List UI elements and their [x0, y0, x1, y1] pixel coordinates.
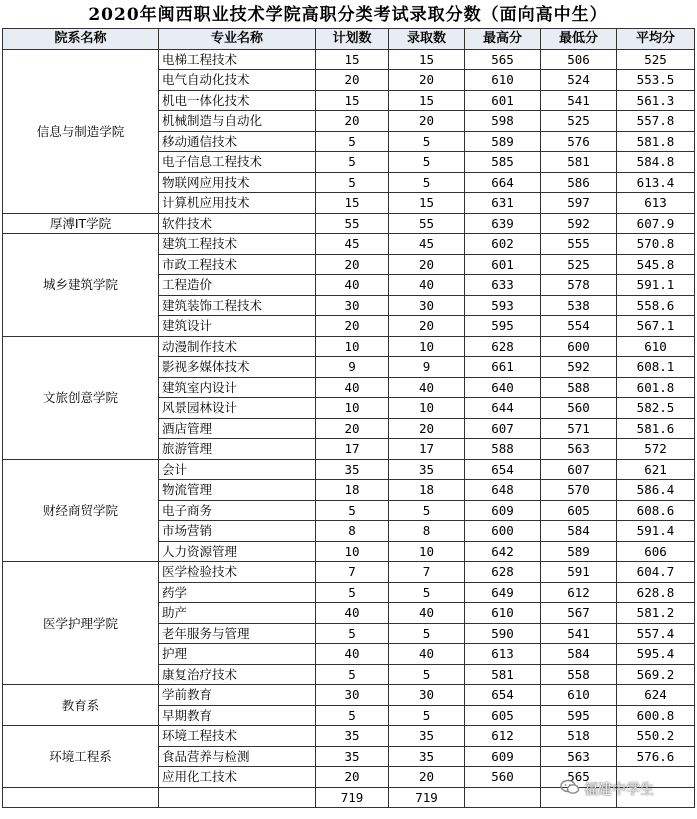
department-cell: 厚溥IT学院 — [3, 213, 159, 234]
major-cell: 药学 — [159, 582, 316, 603]
page-title: 2020年闽西职业技术学院高职分类考试录取分数（面向高中生） — [88, 5, 608, 25]
avg-cell: 624 — [617, 685, 695, 706]
max-cell: 640 — [465, 377, 541, 398]
max-cell: 560 — [465, 767, 541, 788]
admitted-cell: 20 — [389, 70, 465, 91]
admitted-cell: 20 — [389, 316, 465, 337]
major-cell: 电子商务 — [159, 500, 316, 521]
avg-cell: 582.5 — [617, 398, 695, 419]
plan-cell: 5 — [316, 500, 389, 521]
major-cell: 市场营销 — [159, 521, 316, 542]
plan-cell: 40 — [316, 644, 389, 665]
min-cell: 588 — [541, 377, 617, 398]
major-cell: 电梯工程技术 — [159, 49, 316, 70]
min-cell: 554 — [541, 316, 617, 337]
admitted-cell: 15 — [389, 90, 465, 111]
min-cell: 563 — [541, 746, 617, 767]
major-cell: 动漫制作技术 — [159, 336, 316, 357]
plan-cell: 5 — [316, 664, 389, 685]
department-cell: 财经商贸学院 — [3, 459, 159, 562]
max-cell: 602 — [465, 234, 541, 255]
avg-cell: 608.1 — [617, 357, 695, 378]
col-header-max-score: 最高分 — [465, 29, 541, 50]
max-cell: 601 — [465, 254, 541, 275]
major-cell: 食品营养与检测 — [159, 746, 316, 767]
min-cell: 591 — [541, 562, 617, 583]
avg-cell: 600.8 — [617, 705, 695, 726]
min-cell: 571 — [541, 418, 617, 439]
department-cell: 城乡建筑学院 — [3, 234, 159, 337]
major-cell: 人力资源管理 — [159, 541, 316, 562]
avg-cell: 595.4 — [617, 644, 695, 665]
min-cell: 541 — [541, 90, 617, 111]
max-cell: 633 — [465, 275, 541, 296]
max-cell: 589 — [465, 131, 541, 152]
min-cell: 605 — [541, 500, 617, 521]
plan-cell: 40 — [316, 377, 389, 398]
min-cell: 518 — [541, 726, 617, 747]
min-cell: 565 — [541, 767, 617, 788]
max-cell: 612 — [465, 726, 541, 747]
max-cell: 598 — [465, 111, 541, 132]
major-cell: 电子信息工程技术 — [159, 152, 316, 173]
major-cell: 移动通信技术 — [159, 131, 316, 152]
major-cell: 护理 — [159, 644, 316, 665]
min-cell: 612 — [541, 582, 617, 603]
max-cell: 590 — [465, 623, 541, 644]
min-cell: 541 — [541, 623, 617, 644]
department-cell: 教育系 — [3, 685, 159, 726]
avg-cell: 584.8 — [617, 152, 695, 173]
min-cell: 600 — [541, 336, 617, 357]
plan-cell: 20 — [316, 316, 389, 337]
department-cell: 信息与制造学院 — [3, 49, 159, 213]
avg-cell: 525 — [617, 49, 695, 70]
header-row — [3, 29, 695, 50]
min-cell: 567 — [541, 603, 617, 624]
plan-cell: 20 — [316, 111, 389, 132]
admitted-cell: 55 — [389, 213, 465, 234]
max-cell: 565 — [465, 49, 541, 70]
max-cell: 610 — [465, 70, 541, 91]
min-cell: 607 — [541, 459, 617, 480]
min-cell: 563 — [541, 439, 617, 460]
department-cell: 文旅创意学院 — [3, 336, 159, 459]
max-cell: 588 — [465, 439, 541, 460]
plan-cell: 5 — [316, 582, 389, 603]
admitted-cell: 30 — [389, 685, 465, 706]
major-cell: 物流管理 — [159, 480, 316, 501]
avg-cell: 567.1 — [617, 316, 695, 337]
major-cell: 会计 — [159, 459, 316, 480]
totals-label — [3, 787, 159, 808]
admitted-cell: 17 — [389, 439, 465, 460]
admitted-cell: 5 — [389, 623, 465, 644]
admitted-cell: 15 — [389, 193, 465, 214]
totals-major — [159, 787, 316, 808]
min-cell: 558 — [541, 664, 617, 685]
max-cell: 609 — [465, 746, 541, 767]
watermark-text: 福建中学生 — [584, 782, 654, 798]
plan-cell: 15 — [316, 90, 389, 111]
min-cell: 525 — [541, 111, 617, 132]
avg-cell: 581.8 — [617, 131, 695, 152]
max-cell: 654 — [465, 685, 541, 706]
plan-cell: 35 — [316, 459, 389, 480]
avg-cell: 607.9 — [617, 213, 695, 234]
admitted-cell: 5 — [389, 500, 465, 521]
admitted-cell: 15 — [389, 49, 465, 70]
major-cell: 建筑设计 — [159, 316, 316, 337]
max-cell: 610 — [465, 603, 541, 624]
avg-cell: 604.7 — [617, 562, 695, 583]
major-cell: 市政工程技术 — [159, 254, 316, 275]
admitted-cell: 9 — [389, 357, 465, 378]
plan-cell: 30 — [316, 295, 389, 316]
avg-cell: 606 — [617, 541, 695, 562]
min-cell: 578 — [541, 275, 617, 296]
admitted-cell: 10 — [389, 541, 465, 562]
max-cell: 609 — [465, 500, 541, 521]
major-cell: 风景园林设计 — [159, 398, 316, 419]
admitted-cell: 5 — [389, 131, 465, 152]
max-cell: 654 — [465, 459, 541, 480]
max-cell: 593 — [465, 295, 541, 316]
table-row — [3, 685, 695, 706]
major-cell: 康复治疗技术 — [159, 664, 316, 685]
plan-cell: 7 — [316, 562, 389, 583]
min-cell: 589 — [541, 541, 617, 562]
major-cell: 老年服务与管理 — [159, 623, 316, 644]
plan-cell: 35 — [316, 726, 389, 747]
admitted-cell: 5 — [389, 664, 465, 685]
min-cell: 610 — [541, 685, 617, 706]
plan-cell: 8 — [316, 521, 389, 542]
col-header-major: 专业名称 — [159, 29, 316, 50]
col-header-admitted: 录取数 — [389, 29, 465, 50]
max-cell: 664 — [465, 172, 541, 193]
admitted-cell: 5 — [389, 172, 465, 193]
admitted-cell: 30 — [389, 295, 465, 316]
major-cell: 机电一体化技术 — [159, 90, 316, 111]
avg-cell: 591.1 — [617, 275, 695, 296]
major-cell: 影视多媒体技术 — [159, 357, 316, 378]
min-cell: 592 — [541, 213, 617, 234]
plan-cell: 10 — [316, 398, 389, 419]
admitted-cell: 10 — [389, 398, 465, 419]
wechat-icon — [560, 779, 580, 799]
table-row — [3, 213, 695, 234]
plan-cell: 20 — [316, 767, 389, 788]
min-cell: 592 — [541, 357, 617, 378]
col-header-plan: 计划数 — [316, 29, 389, 50]
max-cell: 631 — [465, 193, 541, 214]
department-cell: 医学护理学院 — [3, 562, 159, 685]
plan-cell: 55 — [316, 213, 389, 234]
major-cell: 学前教育 — [159, 685, 316, 706]
admitted-cell: 45 — [389, 234, 465, 255]
admitted-cell: 8 — [389, 521, 465, 542]
plan-cell: 18 — [316, 480, 389, 501]
max-cell: 607 — [465, 418, 541, 439]
plan-cell: 40 — [316, 275, 389, 296]
avg-cell: 581.6 — [617, 418, 695, 439]
admitted-cell: 40 — [389, 275, 465, 296]
avg-cell: 545.8 — [617, 254, 695, 275]
plan-cell: 20 — [316, 418, 389, 439]
plan-cell: 5 — [316, 705, 389, 726]
major-cell: 建筑装饰工程技术 — [159, 295, 316, 316]
score-table — [2, 28, 695, 808]
totals-plan: 719 — [316, 787, 389, 808]
min-cell: 595 — [541, 705, 617, 726]
min-cell: 597 — [541, 193, 617, 214]
admitted-cell: 35 — [389, 726, 465, 747]
admitted-cell: 5 — [389, 582, 465, 603]
avg-cell: 557.8 — [617, 111, 695, 132]
max-cell: 585 — [465, 152, 541, 173]
max-cell: 649 — [465, 582, 541, 603]
department-cell: 环境工程系 — [3, 726, 159, 788]
plan-cell: 20 — [316, 254, 389, 275]
plan-cell: 5 — [316, 172, 389, 193]
max-cell: 642 — [465, 541, 541, 562]
major-cell: 旅游管理 — [159, 439, 316, 460]
max-cell: 628 — [465, 562, 541, 583]
min-cell: 576 — [541, 131, 617, 152]
avg-cell: 561.3 — [617, 90, 695, 111]
avg-cell: 591.4 — [617, 521, 695, 542]
min-cell: 538 — [541, 295, 617, 316]
admitted-cell: 20 — [389, 254, 465, 275]
admitted-cell: 18 — [389, 480, 465, 501]
min-cell: 584 — [541, 521, 617, 542]
min-cell: 525 — [541, 254, 617, 275]
max-cell: 581 — [465, 664, 541, 685]
avg-cell: 613 — [617, 193, 695, 214]
watermark — [560, 778, 694, 800]
plan-cell: 9 — [316, 357, 389, 378]
admitted-cell: 20 — [389, 767, 465, 788]
min-cell: 555 — [541, 234, 617, 255]
min-cell: 584 — [541, 644, 617, 665]
admitted-cell: 20 — [389, 418, 465, 439]
table-row — [3, 234, 695, 255]
max-cell: 595 — [465, 316, 541, 337]
admitted-cell: 40 — [389, 644, 465, 665]
avg-cell: 558.6 — [617, 295, 695, 316]
major-cell: 软件技术 — [159, 213, 316, 234]
col-header-avg-score: 平均分 — [617, 29, 695, 50]
min-cell: 560 — [541, 398, 617, 419]
major-cell: 医学检验技术 — [159, 562, 316, 583]
major-cell: 计算机应用技术 — [159, 193, 316, 214]
max-cell: 648 — [465, 480, 541, 501]
col-header-department: 院系名称 — [3, 29, 159, 50]
plan-cell: 20 — [316, 70, 389, 91]
avg-cell: 608.6 — [617, 500, 695, 521]
max-cell: 644 — [465, 398, 541, 419]
max-cell: 605 — [465, 705, 541, 726]
avg-cell: 601.8 — [617, 377, 695, 398]
avg-cell: 570.8 — [617, 234, 695, 255]
plan-cell: 45 — [316, 234, 389, 255]
admitted-cell: 20 — [389, 111, 465, 132]
max-cell: 661 — [465, 357, 541, 378]
avg-cell: 576.6 — [617, 746, 695, 767]
max-cell: 613 — [465, 644, 541, 665]
max-cell: 628 — [465, 336, 541, 357]
min-cell: 506 — [541, 49, 617, 70]
table-row — [3, 726, 695, 747]
avg-cell: 557.4 — [617, 623, 695, 644]
major-cell: 环境工程技术 — [159, 726, 316, 747]
major-cell: 物联网应用技术 — [159, 172, 316, 193]
major-cell: 机械制造与自动化 — [159, 111, 316, 132]
min-cell: 581 — [541, 152, 617, 173]
plan-cell: 5 — [316, 152, 389, 173]
plan-cell: 5 — [316, 131, 389, 152]
admitted-cell: 35 — [389, 459, 465, 480]
major-cell: 酒店管理 — [159, 418, 316, 439]
avg-cell: 581.2 — [617, 603, 695, 624]
avg-cell: 628.8 — [617, 582, 695, 603]
plan-cell: 10 — [316, 541, 389, 562]
admitted-cell: 5 — [389, 152, 465, 173]
avg-cell: 550.2 — [617, 726, 695, 747]
plan-cell: 10 — [316, 336, 389, 357]
major-cell: 早期教育 — [159, 705, 316, 726]
table-body — [3, 49, 695, 787]
table-row — [3, 49, 695, 70]
table-row — [3, 336, 695, 357]
plan-cell: 5 — [316, 623, 389, 644]
min-cell: 570 — [541, 480, 617, 501]
max-cell: 601 — [465, 90, 541, 111]
plan-cell: 40 — [316, 603, 389, 624]
admitted-cell: 7 — [389, 562, 465, 583]
plan-cell: 35 — [316, 746, 389, 767]
max-cell: 600 — [465, 521, 541, 542]
plan-cell: 30 — [316, 685, 389, 706]
major-cell: 助产 — [159, 603, 316, 624]
max-cell: 639 — [465, 213, 541, 234]
admitted-cell: 10 — [389, 336, 465, 357]
table-row — [3, 459, 695, 480]
admitted-cell: 35 — [389, 746, 465, 767]
avg-cell: 569.2 — [617, 664, 695, 685]
avg-cell: 613.4 — [617, 172, 695, 193]
major-cell: 应用化工技术 — [159, 767, 316, 788]
min-cell: 586 — [541, 172, 617, 193]
major-cell: 建筑室内设计 — [159, 377, 316, 398]
major-cell: 工程造价 — [159, 275, 316, 296]
avg-cell: 610 — [617, 336, 695, 357]
min-cell: 524 — [541, 70, 617, 91]
col-header-min-score: 最低分 — [541, 29, 617, 50]
table-row — [3, 562, 695, 583]
avg-cell: 586.4 — [617, 480, 695, 501]
plan-cell: 17 — [316, 439, 389, 460]
admitted-cell: 5 — [389, 705, 465, 726]
avg-cell: 572 — [617, 439, 695, 460]
admitted-cell: 40 — [389, 377, 465, 398]
plan-cell: 15 — [316, 193, 389, 214]
admitted-cell: 40 — [389, 603, 465, 624]
score-sheet — [2, 2, 694, 808]
avg-cell: 621 — [617, 459, 695, 480]
avg-cell: 553.5 — [617, 70, 695, 91]
plan-cell: 15 — [316, 49, 389, 70]
major-cell: 建筑工程技术 — [159, 234, 316, 255]
totals-max — [465, 787, 541, 808]
major-cell: 电气自动化技术 — [159, 70, 316, 91]
totals-admitted: 719 — [389, 787, 465, 808]
